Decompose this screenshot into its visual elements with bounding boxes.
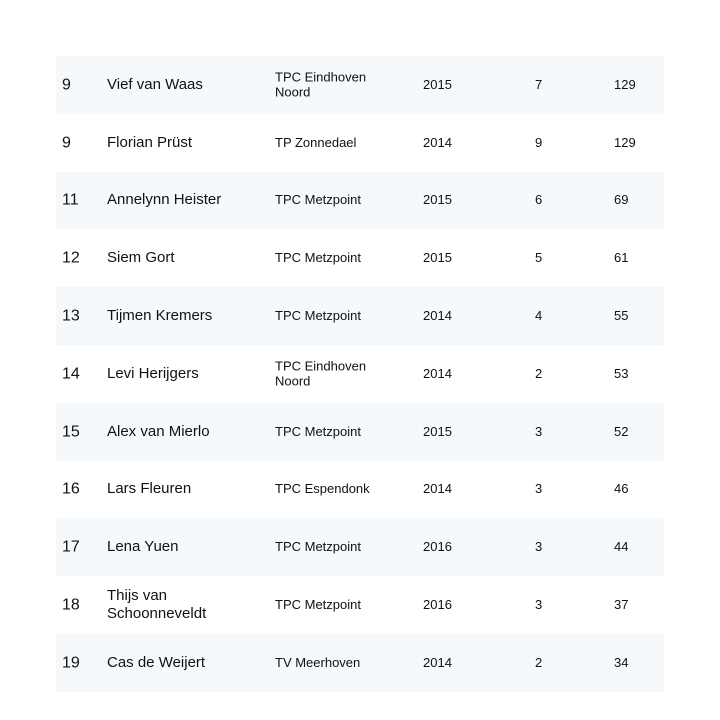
rank-cell: 9 — [62, 76, 71, 94]
points-cell: 55 — [614, 308, 629, 324]
rank-cell: 9 — [62, 134, 71, 152]
birth-year-cell: 2014 — [423, 308, 452, 324]
table-row — [56, 634, 664, 692]
club-cell: TPC Metzpoint — [275, 308, 361, 324]
player-name-cell: Lena Yuen — [107, 538, 179, 556]
rank-cell: 12 — [62, 249, 80, 267]
tournaments-cell: 3 — [535, 481, 543, 497]
points-cell: 61 — [614, 250, 629, 266]
tournaments-cell: 4 — [535, 308, 543, 324]
tournaments-cell: 6 — [535, 192, 543, 208]
table-row — [56, 229, 664, 287]
points-cell: 69 — [614, 192, 629, 208]
player-name-cell: Lars Fleuren — [107, 480, 192, 498]
tournaments-cell: 5 — [535, 250, 543, 266]
tournaments-cell: 3 — [535, 423, 543, 439]
points-cell: 53 — [614, 366, 629, 382]
table-row — [56, 345, 664, 403]
table-row — [56, 518, 664, 576]
club-cell: TPC Espendonk — [275, 481, 370, 497]
player-name-cell: Thijs van Schoonneveldt — [107, 587, 207, 623]
birth-year-cell: 2015 — [423, 250, 452, 266]
ranking-table — [56, 56, 664, 692]
points-cell: 44 — [614, 539, 629, 555]
player-name-cell: Vief van Waas — [107, 75, 203, 93]
club-cell: TV Meerhoven — [275, 655, 361, 671]
tournaments-cell: 3 — [535, 597, 543, 613]
table-row — [56, 56, 664, 114]
table-row — [56, 287, 664, 345]
player-name-cell: Tijmen Kremers — [107, 307, 213, 325]
club-cell: TPC Metzpoint — [275, 597, 361, 613]
rank-cell: 16 — [62, 480, 80, 498]
ranking-table-body — [56, 56, 664, 692]
table-row — [56, 576, 664, 634]
tournaments-cell: 7 — [535, 77, 543, 93]
birth-year-cell: 2016 — [423, 597, 452, 613]
rank-cell: 15 — [62, 423, 80, 441]
birth-year-cell: 2014 — [423, 655, 452, 671]
player-name-cell: Cas de Weijert — [107, 653, 206, 671]
tournaments-cell: 2 — [535, 655, 543, 671]
points-cell: 46 — [614, 481, 629, 497]
rank-cell: 18 — [62, 596, 80, 614]
birth-year-cell: 2015 — [423, 77, 452, 93]
rank-cell: 17 — [62, 538, 80, 556]
player-name-cell: Siem Gort — [107, 249, 175, 267]
rank-cell: 11 — [62, 191, 79, 209]
table-row — [56, 172, 664, 230]
points-cell: 52 — [614, 423, 629, 439]
club-cell: TPC Eindhoven Noord — [275, 69, 367, 100]
player-name-cell: Alex van Mierlo — [107, 422, 210, 440]
birth-year-cell: 2014 — [423, 134, 452, 150]
rank-cell: 19 — [62, 654, 80, 672]
club-cell: TPC Metzpoint — [275, 423, 361, 439]
player-name-cell: Annelynn Heister — [107, 191, 222, 209]
tournaments-cell: 2 — [535, 366, 543, 382]
club-cell: TPC Eindhoven Noord — [275, 358, 367, 389]
tournaments-cell: 3 — [535, 539, 543, 555]
rank-cell: 13 — [62, 307, 80, 325]
birth-year-cell: 2016 — [423, 539, 452, 555]
player-name-cell: Levi Herijgers — [107, 364, 199, 382]
club-cell: TP Zonnedael — [275, 134, 357, 150]
birth-year-cell: 2015 — [423, 192, 452, 208]
player-name-cell: Florian Prüst — [107, 133, 193, 151]
table-row — [56, 114, 664, 172]
club-cell: TPC Metzpoint — [275, 539, 361, 555]
birth-year-cell: 2014 — [423, 481, 452, 497]
points-cell: 34 — [614, 655, 629, 671]
table-row — [56, 403, 664, 461]
points-cell: 37 — [614, 597, 629, 613]
club-cell: TPC Metzpoint — [275, 250, 361, 266]
birth-year-cell: 2015 — [423, 423, 452, 439]
table-row — [56, 461, 664, 519]
birth-year-cell: 2014 — [423, 366, 452, 382]
points-cell: 129 — [614, 77, 636, 93]
rank-cell: 14 — [62, 365, 80, 383]
points-cell: 129 — [614, 134, 636, 150]
club-cell: TPC Metzpoint — [275, 192, 361, 208]
tournaments-cell: 9 — [535, 134, 543, 150]
